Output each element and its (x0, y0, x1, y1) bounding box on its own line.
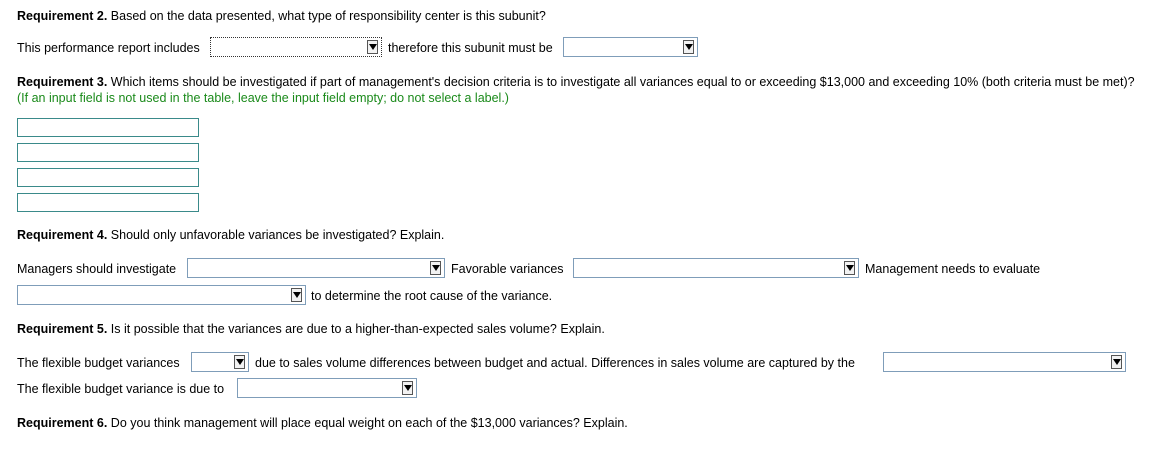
req4-suffix-label: to determine the root cause of the variance. (311, 289, 553, 303)
requirement-6-question: Do you think management will place equal weight on each of the $13,000 variances? Explain. (107, 416, 628, 430)
requirement-3-heading: Requirement 3. (17, 75, 108, 89)
chevron-down-icon (291, 288, 302, 302)
chevron-down-icon (367, 40, 378, 54)
requirement-4-question: Should only unfavorable variances be investigated? Explain. (107, 228, 445, 242)
investigate-item-input-3[interactable] (17, 168, 199, 187)
report-includes-dropdown[interactable] (210, 37, 382, 57)
requirement-4-text (17, 227, 444, 243)
requirement-3-text (17, 74, 1147, 106)
requirement-2-question: Based on the data presented, what type of responsibility center is this subunit? (107, 9, 546, 23)
requirement-5-heading: Requirement 5. (17, 322, 108, 336)
chevron-down-icon (844, 261, 855, 275)
chevron-down-icon (683, 40, 694, 54)
req4-prefix-label: Managers should investigate (17, 262, 177, 276)
requirement-6-text (17, 415, 628, 431)
req5-line1-prefix: The flexible budget variances (17, 356, 180, 370)
management-needs-label: Management needs to evaluate (865, 262, 1041, 276)
investigate-item-input-4[interactable] (17, 193, 199, 212)
requirement-5-question: Is it possible that the variances are due to a higher-than-expected sales volume? Explain. (107, 322, 605, 336)
favorable-variances-label: Favorable variances (451, 262, 564, 276)
chevron-down-icon (402, 381, 413, 395)
req2-middle-label: therefore this subunit must be (388, 41, 553, 55)
flexible-variances-dropdown[interactable] (191, 352, 249, 372)
requirement-6-heading: Requirement 6. (17, 416, 108, 430)
chevron-down-icon (1111, 355, 1122, 369)
chevron-down-icon (234, 355, 245, 369)
req2-prefix-label: This performance report includes (17, 41, 200, 55)
subunit-type-dropdown[interactable] (563, 37, 698, 57)
requirement-3-hint: (If an input field is not used in the table, leave the input field empty; do not select a label.) (17, 91, 509, 105)
requirement-5-text (17, 321, 605, 337)
requirement-3-question: Which items should be investigated if part of management's decision criteria is to investigate all variances equal to or exceeding $13,000 and exceeding 10% (both criteria must be met)? (107, 75, 1135, 89)
requirement-2-heading: Requirement 2. (17, 9, 108, 23)
requirement-2-text (17, 8, 546, 24)
managers-investigate-dropdown[interactable] (187, 258, 445, 278)
favorable-variances-dropdown[interactable] (573, 258, 859, 278)
req5-line2-prefix: The flexible budget variance is due to (17, 382, 225, 396)
req5-line1-middle: due to sales volume differences between budget and actual. Differences in sales volume are captured by the (255, 356, 855, 370)
investigate-item-input-2[interactable] (17, 143, 199, 162)
requirement-4-heading: Requirement 4. (17, 228, 108, 242)
investigate-item-input-1[interactable] (17, 118, 199, 137)
flexible-variance-due-dropdown[interactable] (237, 378, 417, 398)
sales-volume-captured-dropdown[interactable] (883, 352, 1126, 372)
chevron-down-icon (430, 261, 441, 275)
management-evaluate-dropdown[interactable] (17, 285, 306, 305)
